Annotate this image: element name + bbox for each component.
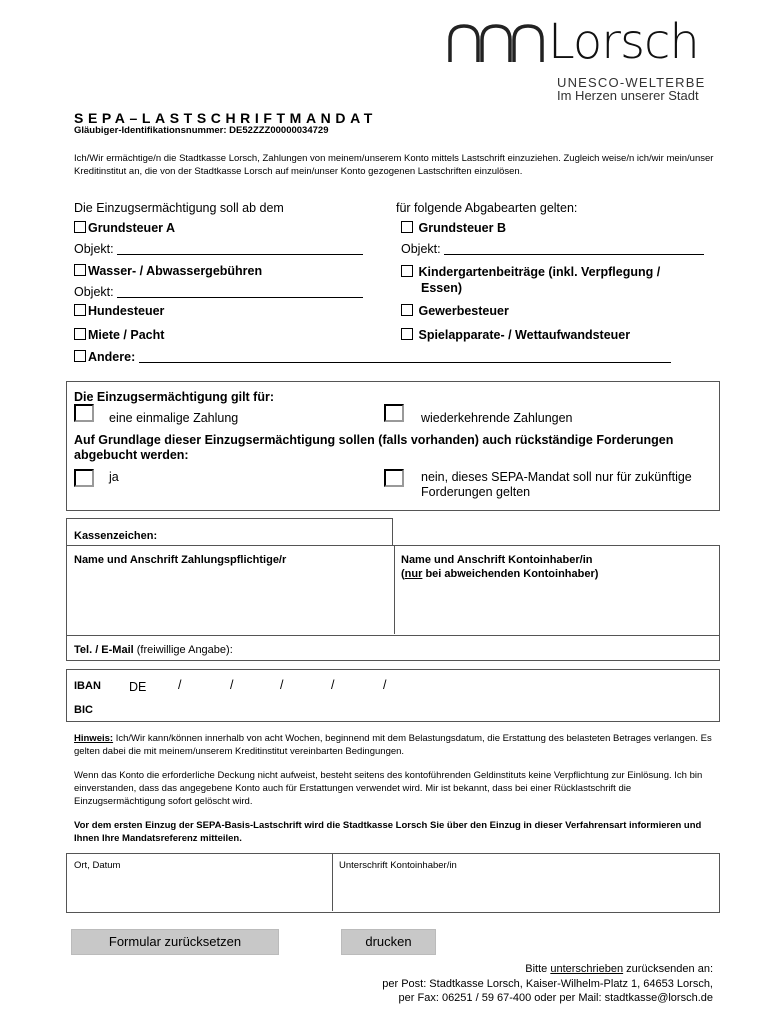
option-label: Andere: [88,350,136,364]
iban-separator: / [280,678,284,692]
footer-line-1: Bitte unterschrieben zurücksenden an: [525,963,713,975]
bank-box [66,669,720,722]
checkbox[interactable] [401,328,413,340]
notice-paragraph: Vor dem ersten Einzug der SEPA-Basis-Lastschrift wird die Stadtkasse Lorsch Sie über den Einzug in dieser Verfahrensart informieren und Ihnen Ihre Mandatsreferenz mitteilen. [74,820,702,844]
option-kita-cont: Essen) [421,281,462,295]
divider [332,853,333,911]
checkbox[interactable] [74,221,86,233]
iban-separator: / [383,678,387,692]
objekt-field-wasser[interactable] [74,285,363,299]
payer-name-label: Name und Anschrift Zahlungspflichtige/r [74,554,287,566]
checkbox[interactable] [401,265,413,277]
option-label: Grundsteuer B [418,221,506,235]
option-no-label: nein, dieses SEPA-Mandat soll nur für zukünftige Forderungen gelten [421,470,692,499]
bic-label: BIC [74,704,93,716]
option-label: Spielapparate- / Wettaufwandsteuer [418,328,631,342]
iban-country: DE [129,680,147,694]
backlog-question: Auf Grundlage dieser Einzugsermächtigung sollen (falls vorhanden) auch rückständige Forderungen abgebucht werden: [74,433,674,462]
option-label: Hundesteuer [88,304,165,318]
objekt-label: Objekt: [401,242,441,256]
logo-name: Lorsch [548,14,699,70]
logo-subtitle: UNESCO-WELTERBE [557,75,706,90]
checkbox-no[interactable] [384,469,404,487]
divider [392,518,393,545]
checkbox[interactable] [74,264,86,276]
option-miete[interactable] [74,328,164,342]
iban-separator: / [331,678,335,692]
option-hundesteuer[interactable] [74,304,164,318]
signature-label: Unterschrift Kontoinhaber/in [339,860,457,871]
objekt-line[interactable] [117,286,363,298]
tel-label: Tel. / E-Mail (freiwillige Angabe): [74,644,233,656]
checkbox-yes[interactable] [74,469,94,487]
option-label: Miete / Pacht [88,328,165,342]
logo-arches-icon [448,22,548,62]
checkbox-recurring[interactable] [384,404,404,422]
footer-line-2: per Post: Stadtkasse Lorsch, Kaiser-Wilhelm-Platz 1, 64653 Lorsch, [382,978,713,990]
option-wasser[interactable] [74,264,262,278]
from-label: Die Einzugsermächtigung soll ab dem [74,201,284,215]
divider [394,545,395,634]
objekt-line[interactable] [117,243,363,255]
intro-text: Ich/Wir ermächtige/n die Stadtkasse Lorsch, Zahlungen von meinem/unserem Konto mittels Lastschrift einzuziehen. Zugleich weise/n ich/wir mein/unser Kreditinstitut an, die von der Stadtkasse Lorsch auf mein/unser Konto gezogenen Lastschriften einzulösen. [74,153,714,177]
holder-note: (nur bei abweichenden Kontoinhaber) [401,568,599,580]
objekt-label: Objekt: [74,242,114,256]
checkbox[interactable] [401,304,413,316]
place-date-label: Ort, Datum [74,860,121,871]
objekt-field-a[interactable] [74,242,363,256]
reset-button[interactable]: Formular zurücksetzen [71,929,279,955]
iban-label: IBAN [74,680,101,692]
iban-separator: / [230,678,234,692]
option-label: Grundsteuer A [88,221,176,235]
objekt-label: Objekt: [74,285,114,299]
option-once-label: eine einmalige Zahlung [109,411,239,425]
checkbox[interactable] [74,304,86,316]
option-kita[interactable] [401,265,660,279]
option-grundsteuer-b[interactable] [401,221,506,235]
checkbox-once[interactable] [74,404,94,422]
print-button[interactable]: drucken [341,929,436,955]
creditor-id: Gläubiger-Identifikationsnummer: DE52ZZZ00000034729 [74,125,329,136]
validity-heading: Die Einzugsermächtigung gilt für: [74,390,275,404]
option-yes-label: ja [109,470,119,484]
checkbox[interactable] [401,221,413,233]
checkbox[interactable] [74,328,86,340]
andere-line[interactable] [139,351,671,363]
objekt-line[interactable] [444,243,704,255]
iban-separator: / [178,678,182,692]
page-title: SEPA–LASTSCHRIFTMANDAT [74,110,377,126]
coverage-paragraph: Wenn das Konto die erforderliche Deckung nicht aufweist, besteht seitens des kontoführenden Geldinstituts keine Verpflichtung zur Einlösung. Ich bin einverstanden, dass das angegebene Konto auch für Erstattungen verwendet wird. Mir ist bekannt, dass bei einer Rücklastschrift die Einzugsermächtigung sofort gelöscht wird. [74,770,703,807]
hint-paragraph: Hinweis: Ich/Wir kann/können innerhalb von acht Wochen, beginnend mit dem Belastungsdatum, die Erstattung des belasteten Betrages verlangen. Es gelten dabei die mit meinem/unserem Kreditinstitut vereinbarten Bedingungen. [74,733,712,757]
logo-tagline: Im Herzen unserer Stadt [557,88,699,103]
types-label: für folgende Abgabearten gelten: [396,201,578,215]
option-label: Gewerbesteuer [418,304,509,318]
option-label: Kindergartenbeiträge (inkl. Verpflegung / [418,265,661,279]
checkbox[interactable] [74,350,86,362]
kassenzeichen-label: Kassenzeichen: [74,530,158,542]
holder-name-label: Name und Anschrift Kontoinhaber/in [401,554,593,566]
option-grundsteuer-a[interactable] [74,221,175,235]
option-label: Wasser- / Abwassergebühren [88,264,263,278]
footer-line-3: per Fax: 06251 / 59 67-400 oder per Mail: stadtkasse@lorsch.de [398,992,713,1004]
option-recurring-label: wiederkehrende Zahlungen [421,411,573,425]
option-spiel[interactable] [401,328,630,342]
option-andere[interactable] [74,350,671,364]
option-gewerbesteuer[interactable] [401,304,509,318]
objekt-field-b[interactable] [401,242,704,256]
